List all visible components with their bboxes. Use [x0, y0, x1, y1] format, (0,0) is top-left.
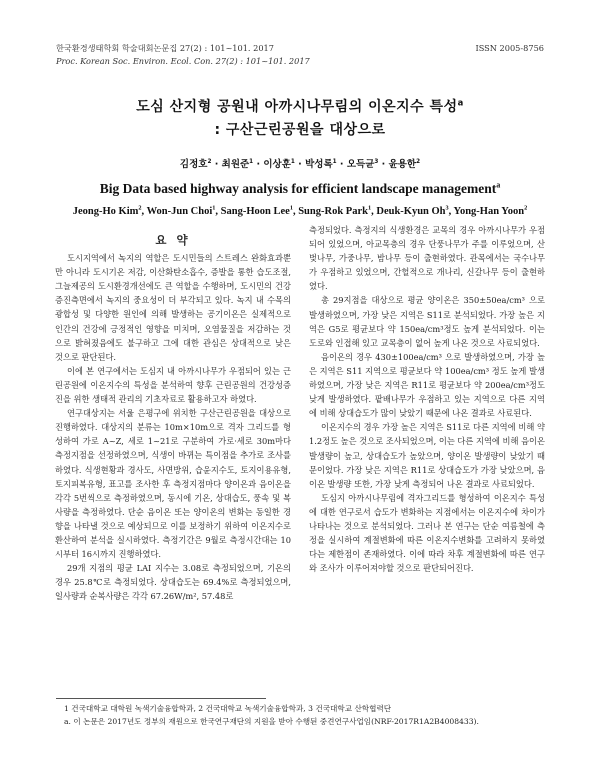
title-korean-line2: : 구산근린공원을 대상으로 [214, 122, 386, 138]
abstract-paragraph: 29개 지점의 평균 LAI 지수는 3.08로 측정되었으며, 기온의 경우 25.8℃로 측정되었다. 상대습도는 69.4%로 측정되었으며, 일사량과 순복사량은 각각 67.26W/m², 57.48로 [55, 563, 291, 602]
abstract-paragraph: 총 29지점을 대상으로 평균 양이온은 350±50ea/cm³ 으로 발생하였으며, 가장 낮은 지역은 S11로 분석되었다. 가장 높은 지역은 G5로 평균보다 약 150ea/cm³정도 높게 분석되었다. 이는 도로와 인접해 있고 교목층이 없어 높게 나온 것으로 사료되었다. [309, 295, 545, 348]
abstract-paragraph: 음이온의 경우 430±100ea/cm³ 으로 발생하였으며, 가장 높은 지역은 S11 지역으로 평균보다 약 100ea/cm³ 정도 높게 발생하였으며, 가장 낮은 지역은 R11로 평균보다 약 200ea/cm³정도 낮게 발생하였다. 팥배나무가 우점하고 있는 지역으로 다른 지역에 비해 상대습도가 많이 낮았기 때문에 나온 결과로 사료된다. [309, 351, 545, 419]
author-ko: 윤용한 [388, 159, 417, 170]
author-en: Jeong-Ho Kim [72, 206, 139, 217]
abstract-paragraph: 연구대상지는 서울 은평구에 위치한 구산근린공원을 대상으로 진행하였다. 대상지의 분류는 10m×10m으로 격자 그리드를 형성하여 가로 A~Z, 세로 1~21로 구분하여 가로·세로 30m마다 측정지점을 선정하였으며, 식생이 바뀌는 특이점을 추가로 조사를 하였다. 식생현황과 경사도, 사면방위, 습윤지수도, 토지이용유형, 토지피복유형, 표고를 조사한 후 측정지점마다 양이온과 음이온을 각각 5번씩으로 측정하였으며, 동시에 기온, 상대습도, 풍속 및 복사량을 측정하였다. 단순 음이온 또는 양이온의 변화는 동일한 경향을 나타낼 것으로 예상되므로 이를 보정하기 위하여 이온지수로 환산하여 분석을 실시하였다. 측정기간은 9월로 측정시간대는 10시부터 16시까지 진행하였다. [55, 408, 291, 560]
author-sup: 1 [249, 158, 254, 165]
abstract-right-column [309, 223, 545, 575]
title-english [0, 181, 600, 197]
author-sup: 2 [416, 158, 421, 165]
journal-header-korean: 한국환경생태학회 학술대회논문집 27(2) : 101~101. 2017 [56, 43, 274, 53]
authors-korean: 김정호$^2$ · 최원준$^1$ · 이상훈$^1$ · 박성록$^1$ · 오득균$^3$ · 윤용한$^2$ [179, 158, 421, 170]
author-en: Sung-Rok Park [298, 206, 368, 217]
author-ko: 김정호 [179, 159, 208, 170]
title-korean-main: 도심 산지형 공원내 아까시나무림의 이온지수 특성 [136, 99, 458, 115]
abstract-paragraph: 이온지수의 경우 가장 높은 지역은 S11로 다른 지역에 비해 약 1.2정도 높은 것으로 조사되었으며, 이는 다른 지역에 비해 음이온 발생량이 높고, 상대습도가 높았으며, 양이온 발생량이 낮았기 때문이었다. 가장 낮은 지역은 R11로 상대습도가 가장 낮았으며, 음이온 발생량 또한, 가장 낮게 측정되어 나온 결과로 사료되었다. [309, 422, 545, 489]
author-sup: 1 [289, 204, 293, 212]
author-ko: 이상훈 [263, 159, 291, 170]
title-korean-line1 [0, 96, 600, 116]
author-sup: 3 [445, 204, 449, 212]
author-sup: 1 [290, 158, 295, 165]
issn: ISSN 2005-8756 [475, 43, 544, 53]
abstract-paragraph: 도심지 아까시나무림에 격자그리드를 형성하여 이온지수 특성에 대한 연구로서 습도가 변화하는 지점에서는 이온지수에 차이가 나타나는 것으로 분석되었다. 그러나 본 연구는 단순 여름철에 측정을 실시하여 계절변화에 따른 이온지수변화를 고려하지 못하였다는 제한점이 존재하였다. 이에 따라 차후 계절변화에 따른 연구와 조사가 이루어져야할 것으로 판단되어진다. [309, 492, 545, 574]
abstract-paragraph: 이에 본 연구에서는 도심지 내 아까시나무가 우점되어 있는 근린공원에 이온지수의 특성을 분석하여 향후 근린공원의 건강성증진을 위한 생태적 관리의 기초자료로 활용하고자 하였다. [55, 365, 291, 405]
authors-english: Jeong-Ho Kim$^2$, Won-Jun Choi$^1$, Sang-Hoon Lee$^1$, Sung-Rok Park$^1$, Deuk-Kyun Oh$^3$, Yong-Han Yoon$^2$ [72, 204, 528, 217]
author-sup: 2 [138, 204, 142, 212]
abstract-left-column [55, 233, 291, 603]
author-sup: 3 [374, 158, 379, 165]
author-sup: 2 [524, 204, 528, 212]
abstract-paragraph: 측정되었다. 측정지의 식생환경은 교목의 경우 아까시나무가 우점되어 있었으며, 아교목층의 경우 단풍나무가 주를 이루었으며, 산벚나무, 가중나무, 밤나무 등이 출현하였다. 관목에서는 국수나무가 우점하고 있었으며, 간헐적으로 개나리, 신갈나무 등이 출현하였다. [309, 225, 545, 292]
author-sup: 1 [367, 204, 372, 212]
journal-header-english: Proc. Korean Soc. Environ. Ecol. Con. 27(2) : 101~101. 2017 [56, 56, 310, 66]
author-sup: 1 [332, 158, 337, 165]
title-korean-sup: a [457, 97, 464, 108]
abstract-heading: 요 약 [155, 233, 191, 247]
author-sup: 2 [207, 158, 212, 165]
author-en: Won-Jun Choi [146, 206, 213, 217]
abstract-paragraph: 도시지역에서 녹지의 역할은 도시민들의 스트레스 완화효과뿐만 아니라 도시기온 저감, 이산화탄소흡수, 증발을 통한 습도조절, 그늘제공의 도시환경개선에도 큰 역할을 수행하며, 도시민의 건강증진측면에서 녹지의 중요성이 더 부각되고 있다. 녹지 내 수목의 광합성 및 다양한 원인에 의해 발생하는 공기이온은 실제적으로 인간의 건강에 긍정적인 영향을 미치며, 오염물질을 저감하는 것으로 밝혀졌음에도 불구하고 그에 대한 관심은 상대적으로 낮은 것으로 판단된다. [55, 253, 291, 362]
title-english-sup: a [496, 180, 501, 190]
author-en: Sang-Hoon Lee [220, 206, 290, 217]
author-ko: 최원준 [221, 159, 250, 170]
author-en: Yong-Han Yoon [453, 206, 525, 217]
author-ko: 오득균 [346, 159, 375, 170]
footnote-funding: a. 이 논문은 2017년도 정부의 재원으로 한국연구재단의 지원을 받아 수행된 중견연구사업임(NRF-2017R1A2B4008433). [64, 717, 479, 726]
author-ko: 박성록 [305, 159, 333, 170]
footnote-divider [56, 698, 266, 699]
footnote-affiliations: 1 건국대학교 대학원 녹색기술융합학과, 2 건국대학교 녹색기술융합학과, 3 건국대학교 산학협력단 [64, 704, 392, 713]
title-english-main: Big Data based highway analysis for efficient landscape management [99, 181, 497, 196]
author-sup: 1 [212, 204, 216, 212]
author-en: Deuk-Kyun Oh [376, 206, 446, 217]
